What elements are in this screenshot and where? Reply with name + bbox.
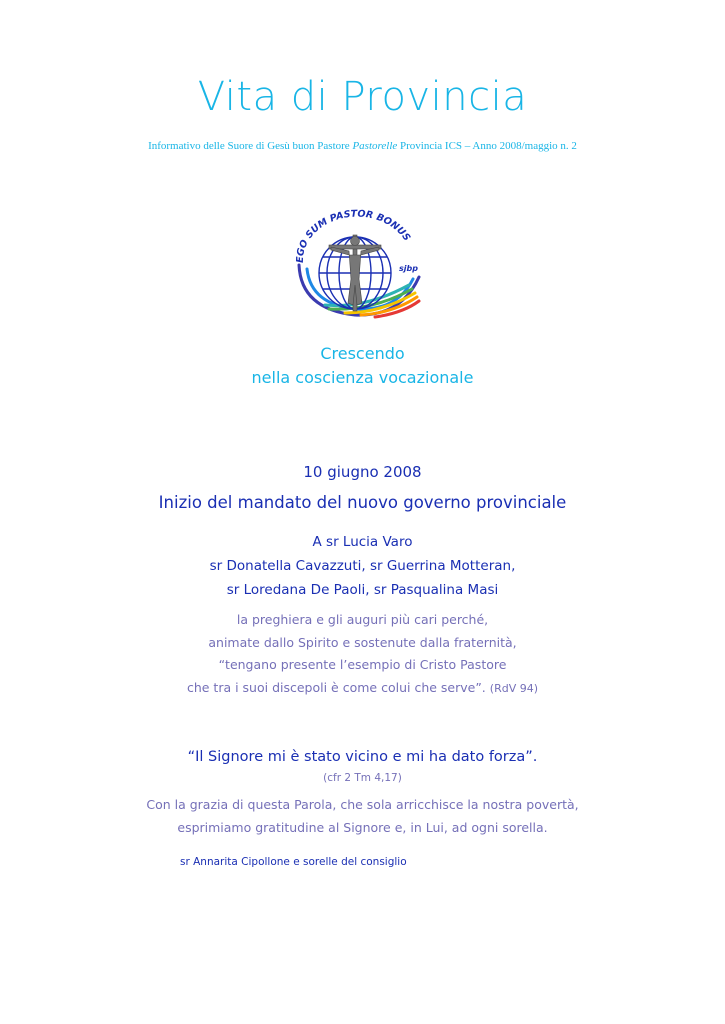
- prayer-line: la preghiera e gli auguri più cari perché,: [236, 612, 489, 627]
- announcement-heading: Inizio del mandato del nuovo governo provinciale: [158, 493, 567, 512]
- name-line: A sr Lucia Varo: [312, 534, 413, 550]
- closing-block: [0, 794, 725, 839]
- logo-initials: sjbp: [399, 264, 418, 273]
- name-line: sr Donatella Cavazzuti, sr Guerrina Motteran,: [209, 558, 516, 574]
- page-subtitle: [0, 140, 725, 152]
- closing-line: Con la grazia di questa Parola, che sola arricchisce la nostra povertà,: [146, 797, 579, 812]
- names-list: [0, 530, 725, 602]
- logo-motto: EGO SUM PASTOR BONUS: [294, 208, 413, 264]
- theme-line-1: Crescendo: [320, 344, 405, 363]
- theme-block: [0, 342, 725, 390]
- signature: sr Annarita Cipollone e sorelle del consiglio: [180, 856, 407, 868]
- subtitle-text: Informativo delle Suore di Gesù buon Pastore: [148, 140, 353, 152]
- name-line: sr Loredana De Paoli, sr Pasqualina Masi: [226, 582, 499, 598]
- scripture-citation: (cfr 2 Tm 4,17): [323, 772, 402, 784]
- scripture-quote: “Il Signore mi è stato vicino e mi ha dato forza”.: [187, 749, 538, 765]
- page-title: Vita di Provincia: [197, 74, 528, 120]
- announcement-date: 10 giugno 2008: [303, 463, 422, 481]
- prayer-reference: (RdV 94): [489, 681, 539, 695]
- theme-line-2: nella coscienza vocazionale: [251, 368, 474, 387]
- prayer-line: “tengano presente l’esempio di Cristo Pastore: [218, 657, 507, 672]
- crucifix-globe-logo-icon: [285, 205, 425, 320]
- closing-line: esprimiamo gratitudine al Signore e, in Lui, ad ogni sorella.: [177, 819, 548, 835]
- prayer-last-text: che tra i suoi discepoli è come colui che serve”.: [186, 679, 486, 695]
- subtitle-italic: Pastorelle: [352, 140, 398, 152]
- prayer-line: animate dallo Spirito e sostenute dalla fraternità,: [208, 634, 517, 650]
- prayer-line-last: [0, 677, 725, 701]
- prayer-block: [0, 609, 725, 700]
- subtitle-text-end: Provincia ICS – Anno 2008/maggio n. 2: [397, 140, 577, 152]
